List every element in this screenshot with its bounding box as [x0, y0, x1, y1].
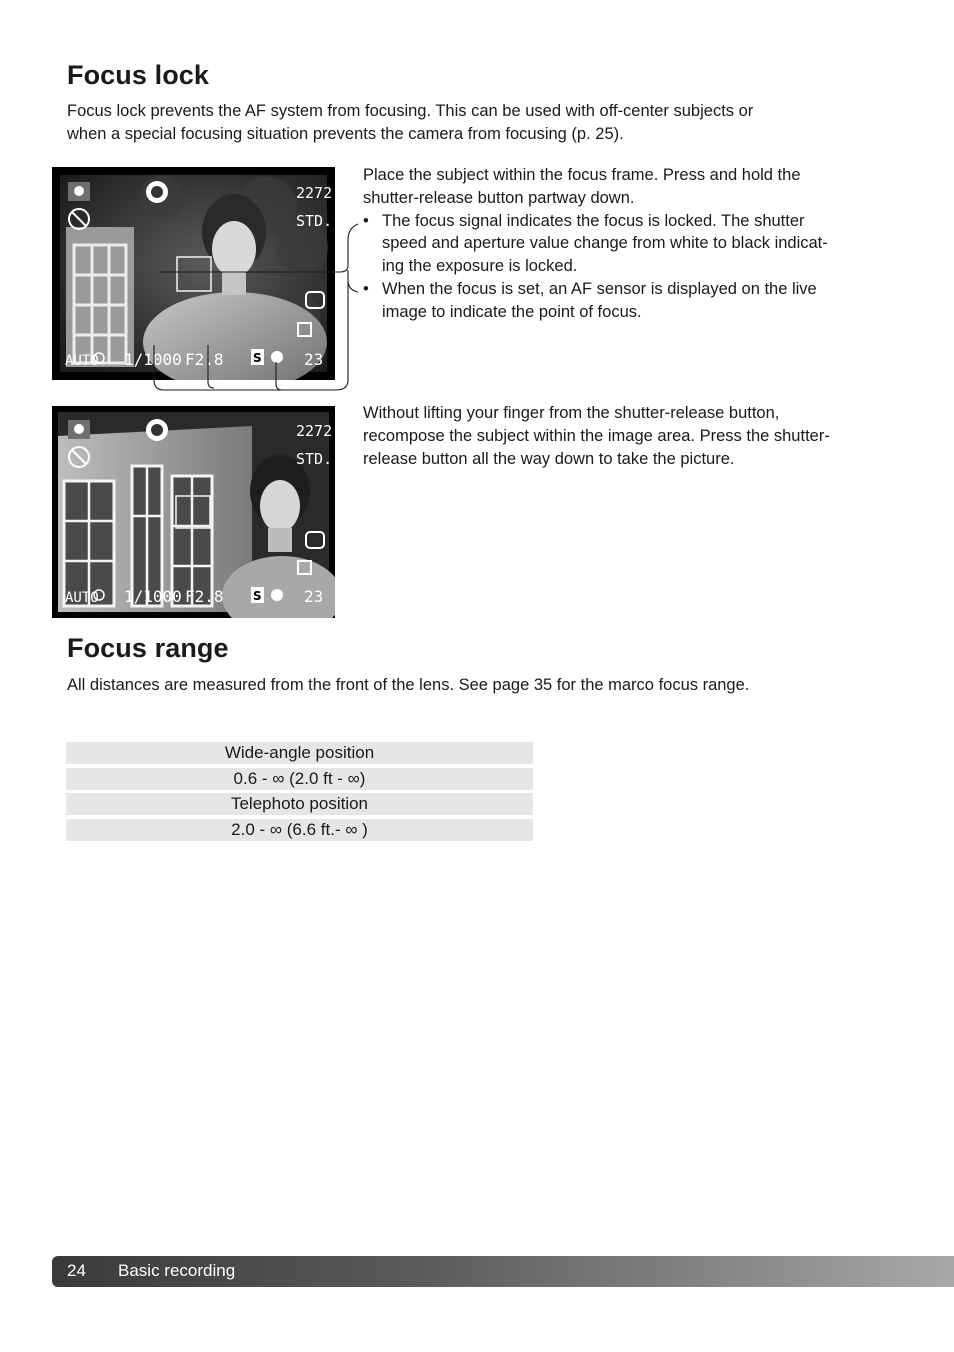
table-row-tele-label: Telephoto position [66, 793, 533, 815]
bullet-text: ing the exposure is locked. [382, 257, 578, 276]
focus-range-title: Focus range [67, 633, 229, 663]
lcd-preview-image [52, 167, 335, 380]
table-row-wide-label: Wide-angle position [66, 742, 533, 764]
focus-range-intro: All distances are measured from the front of the lens. See page 35 for the marco focus range. [67, 676, 750, 694]
image-size-readout: 2272 [296, 184, 333, 202]
page-footer [52, 1256, 954, 1287]
step1-text: shutter-release button partway down. [363, 188, 635, 207]
step2-instructions [363, 402, 903, 470]
focus-signal-icon [271, 351, 283, 363]
step1-text: Place the subject within the focus frame. Press and hold the [363, 166, 801, 184]
focus-lock-intro [67, 100, 867, 145]
aperture-readout: F2.8 [185, 587, 224, 606]
bullet-dot: • [363, 279, 369, 298]
lcd-preview-image [52, 406, 335, 618]
frames-remaining-readout: 23 [304, 587, 324, 606]
page-number: 24 [67, 1261, 86, 1280]
intro-line: when a special focusing situation prevents the camera from focusing (p. 25). [67, 124, 624, 143]
focus-range-table [66, 742, 533, 844]
sensitivity-readout: S [253, 351, 262, 365]
shutter-speed-readout: 1/1000 [124, 587, 182, 606]
focus-signal-icon [271, 589, 283, 601]
bullet-text: image to indicate the point of focus. [382, 302, 642, 321]
bullet-text: When the focus is set, an AF sensor is displayed on the live [382, 279, 817, 298]
focus-lock-title: Focus lock [67, 60, 210, 90]
table-row-tele-value: 2.0 - ∞ (6.6 ft.- ∞ ) [66, 819, 533, 841]
aperture-readout: F2.8 [185, 350, 224, 369]
step2-text: release button all the way down to take the picture. [363, 449, 735, 468]
bullet-text: speed and aperture value change from white to black indicat- [382, 234, 828, 253]
step1-instructions [363, 164, 903, 324]
step2-text: recompose the subject within the image area. Press the shutter- [363, 426, 830, 445]
quality-readout: STD. [296, 450, 333, 468]
table-row-wide-value: 0.6 - ∞ (2.0 ft - ∞) [66, 768, 533, 790]
bullet-focus-signal [363, 210, 903, 278]
quality-readout: STD. [296, 212, 333, 230]
intro-line: Focus lock prevents the AF system from focusing. This can be used with off-center subjects or [67, 102, 754, 120]
sensitivity-readout: S [253, 589, 262, 603]
lcd-screen-recompose [52, 406, 335, 618]
bullet-af-sensor [363, 278, 903, 324]
image-size-readout: 2272 [296, 422, 333, 440]
bullet-text: The focus signal indicates the focus is locked. The shutter [382, 211, 805, 230]
exposure-mode-readout: AUTO [65, 353, 99, 369]
lcd-screen-focus-locked [52, 167, 335, 380]
section-name: Basic recording [118, 1261, 236, 1280]
step2-text: Without lifting your finger from the shutter-release button, [363, 404, 780, 422]
shutter-speed-readout: 1/1000 [124, 350, 182, 369]
exposure-mode-readout: AUTO [65, 590, 99, 606]
bullet-dot: • [363, 211, 369, 230]
frames-remaining-readout: 23 [304, 350, 324, 369]
